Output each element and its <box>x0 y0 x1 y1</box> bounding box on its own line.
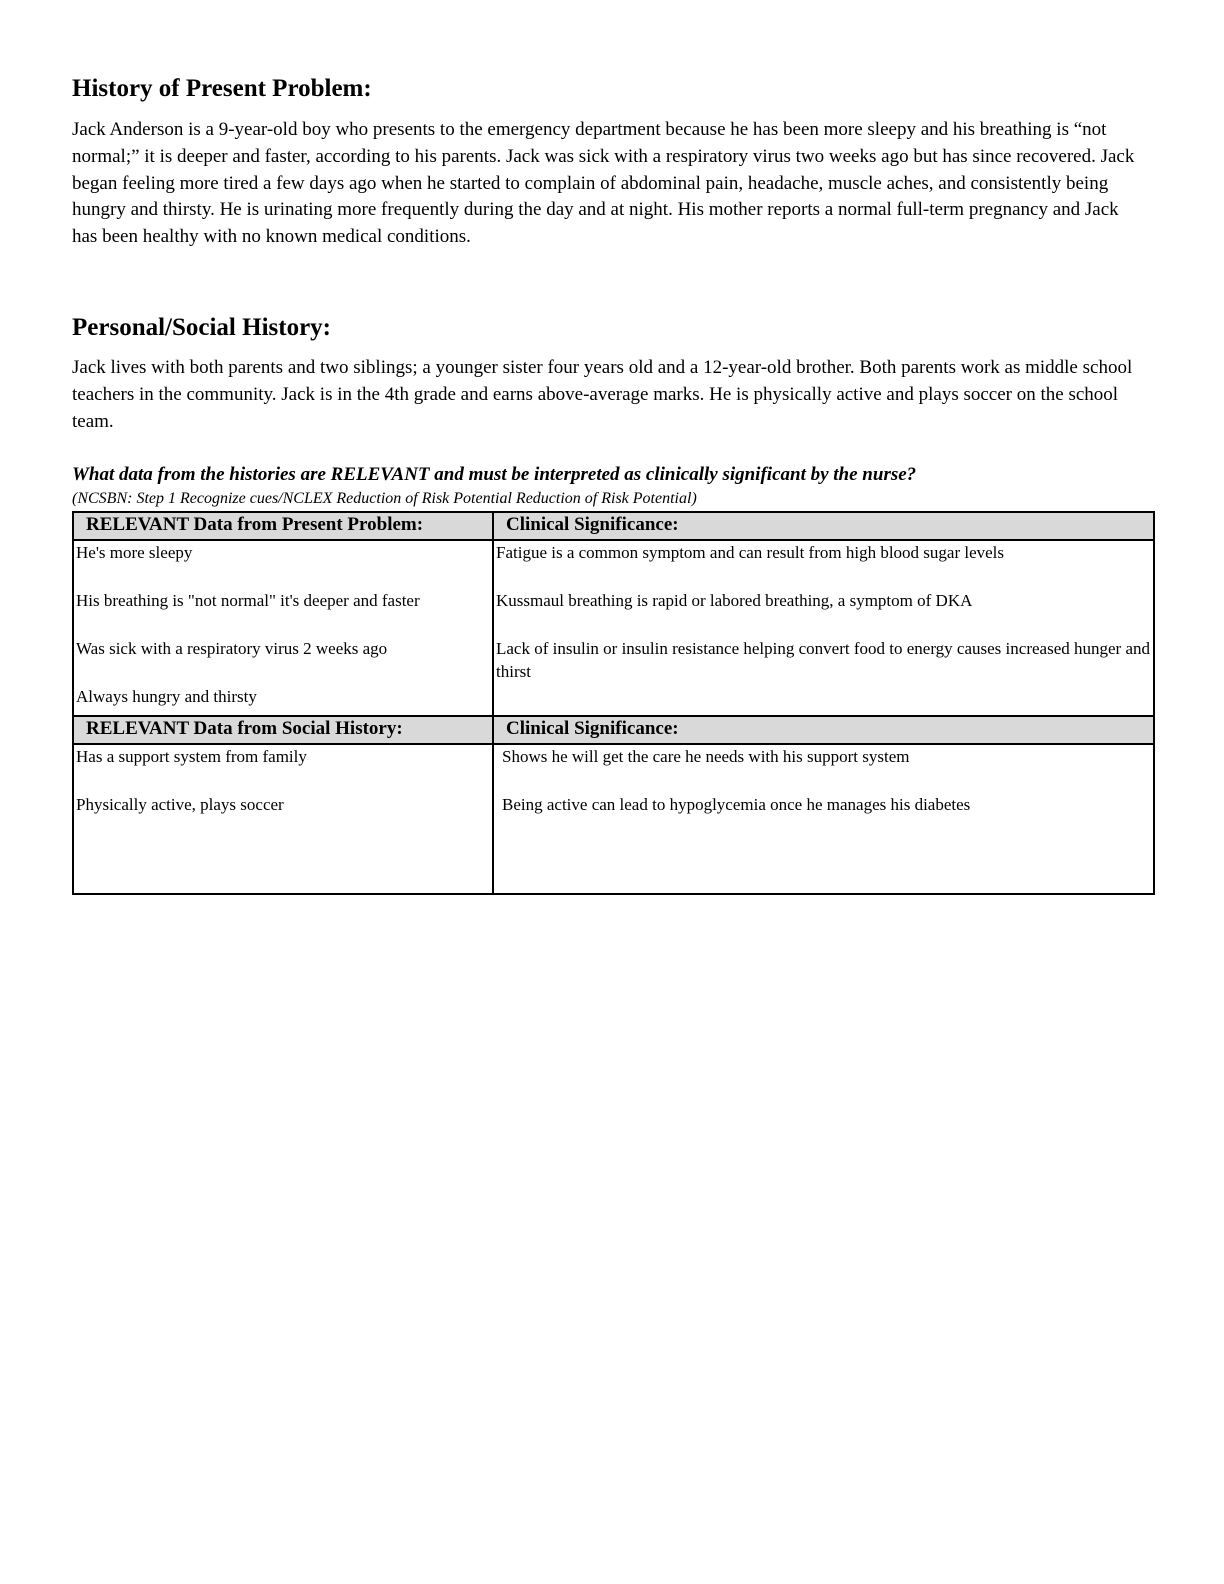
present-data-item: He's more sleepy <box>76 543 193 562</box>
significance-item: Lack of insulin or insulin resistance helping convert food to energy causes increased hunger and thirst <box>496 639 1150 681</box>
table-row <box>73 744 1154 894</box>
table-header-row <box>73 512 1154 540</box>
significance-item: Being active can lead to hypoglycemia once he manages his diabetes <box>502 795 971 814</box>
present-data-item: Was sick with a respiratory virus 2 weeks ago <box>76 639 388 658</box>
present-problem-body: Jack Anderson is a 9-year-old boy who presents to the emergency department because he has been more sleepy and his breathing is “not normal;” it is deeper and faster, according to his parents. Jack was sick with a respiratory virus two weeks ago but has since recovered. Jack began feeling more tired a few days ago when he started to complain of abdominal pain, headache, muscle aches, and consistently being hungry and thirsty. He is urinating more frequently during the day and at night. His mother reports a normal full-term pregnancy and Jack has been healthy with no known medical conditions. <box>72 119 1135 248</box>
social-history-heading: Personal/Social History: <box>72 314 331 341</box>
present-significance-cell[interactable] <box>493 540 1154 716</box>
clinical-significance-table <box>72 511 1155 895</box>
table-row <box>73 540 1154 716</box>
social-history-body: Jack lives with both parents and two siblings; a younger sister four years old and a 12-year-old brother. Both parents work as middle school teachers in the community. Jack is in the 4th grade and earns above-average marks. He is physically active and plays soccer on the school team. <box>72 357 1133 432</box>
present-data-cell[interactable] <box>73 540 493 716</box>
social-significance-header: Clinical Significance: <box>493 716 1154 744</box>
social-data-cell[interactable] <box>73 744 493 894</box>
relevant-data-question: What data from the histories are RELEVANT and must be interpreted as clinically significant by the nurse? <box>72 464 917 485</box>
social-significance-cell[interactable] <box>493 744 1154 894</box>
present-problem-heading: History of Present Problem: <box>72 75 372 102</box>
ncsbn-reference: (NCSBN: Step 1 Recognize cues/NCLEX Reduction of Risk Potential Reduction of Risk Potential) <box>72 490 697 507</box>
present-data-item: Always hungry and thirsty <box>76 687 257 706</box>
present-significance-header: Clinical Significance: <box>493 512 1154 540</box>
table-header-row <box>73 716 1154 744</box>
social-data-item: Has a support system from family <box>76 747 307 766</box>
significance-item: Shows he will get the care he needs with his support system <box>502 747 910 766</box>
social-data-item: Physically active, plays soccer <box>76 795 284 814</box>
present-data-item: His breathing is "not normal" it's deeper and faster <box>76 591 420 610</box>
significance-item: Kussmaul breathing is rapid or labored breathing, a symptom of DKA <box>496 591 973 610</box>
present-data-header: RELEVANT Data from Present Problem: <box>73 512 493 540</box>
significance-item: Fatigue is a common symptom and can result from high blood sugar levels <box>496 543 1005 562</box>
social-data-header: RELEVANT Data from Social History: <box>73 716 493 744</box>
